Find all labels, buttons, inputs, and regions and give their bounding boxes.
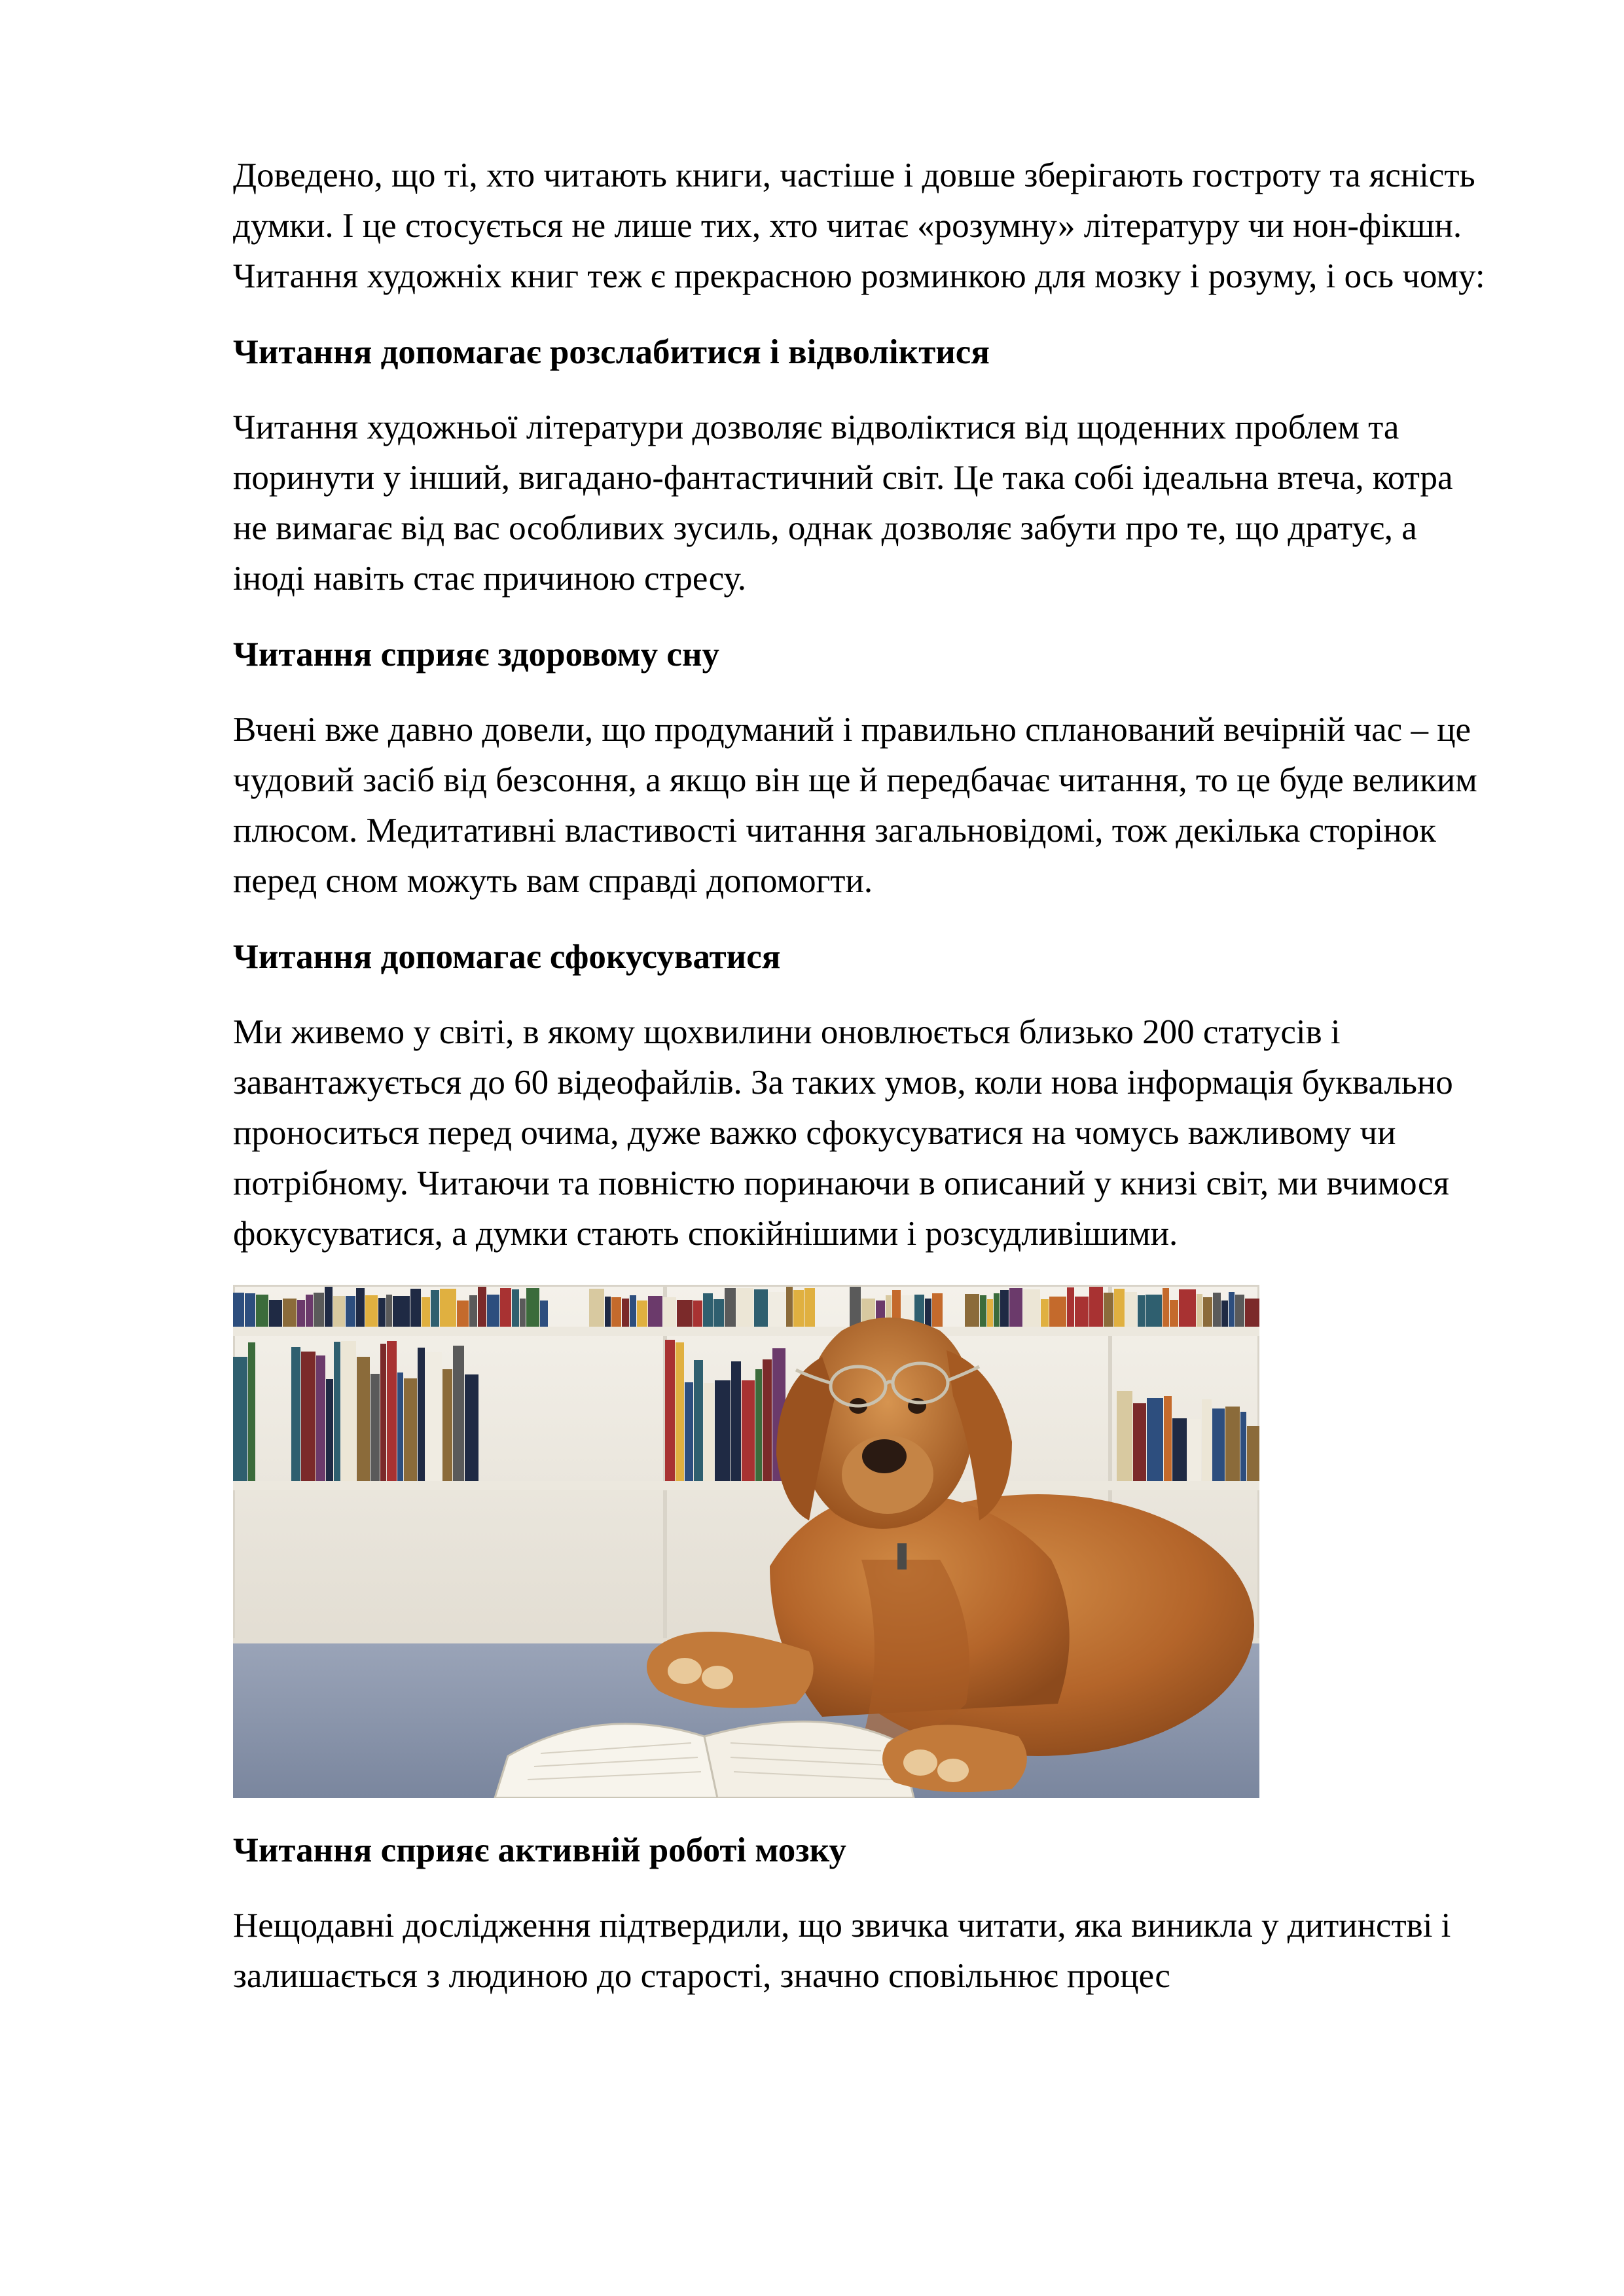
- focus-paragraph: Ми живемо у світі, в якому щохвилини оновлюється близько 200 статусів і завантажується до 60 відеофайлів. За таких умов, коли нова інформація буквально проноситься перед очима, дуже важко сфокусуватися на чомусь важливому чи потрібному. Читаючи та повністю поринаючи в описаний у книзі світ, ми вчимося фокусуватися, а думки стають спокійнішими і розсудливішими.: [233, 1013, 1453, 1253]
- heading-focus: Читання допомагає сфокусуватися: [233, 938, 781, 976]
- intro-paragraph: Доведено, що ті, хто читають книги, частіше і довше зберігають гостроту та ясність думки. І це стосується не лише тих, хто читає «розумну» літературу чи нон-фікшн. Читання художніх книг теж є прекрасною розминкою для мозку і розуму, і ось чому:: [233, 156, 1485, 295]
- dog-reading-photo: [233, 1285, 1259, 1798]
- heading-brain: Читання сприяє активній роботі мозку: [233, 1831, 846, 1869]
- heading-relax: Читання допомагає розслабитися і відволіктися: [233, 333, 990, 371]
- sleep-paragraph: Вчені вже давно довели, що продуманий і правильно спланований вечірній час – це чудовий засіб від безсоння, а якщо він ще й передбачає читання, то це буде великим плюсом. Медитативні властивості читання загальновідомі, тож декілька сторінок перед сном можуть вам справді допомогти.: [233, 711, 1477, 900]
- document-page: [233, 151, 1490, 2027]
- brain-paragraph: Нещодавні дослідження підтвердили, що звичка читати, яка виникла у дитинстві і залишається з людиною до старості, значно сповільнює процес: [233, 1907, 1451, 1995]
- heading-sleep: Читання сприяє здоровому сну: [233, 636, 719, 673]
- relax-paragraph: Читання художньої літератури дозволяє відволіктися від щоденних проблем та поринути у інший, вигадано-фантастичний світ. Це така собі ідеальна втеча, котра не вимагає від вас особливих зусиль, однак дозволяє забути про те, що дратує, а іноді навіть стає причиною стресу.: [233, 408, 1453, 598]
